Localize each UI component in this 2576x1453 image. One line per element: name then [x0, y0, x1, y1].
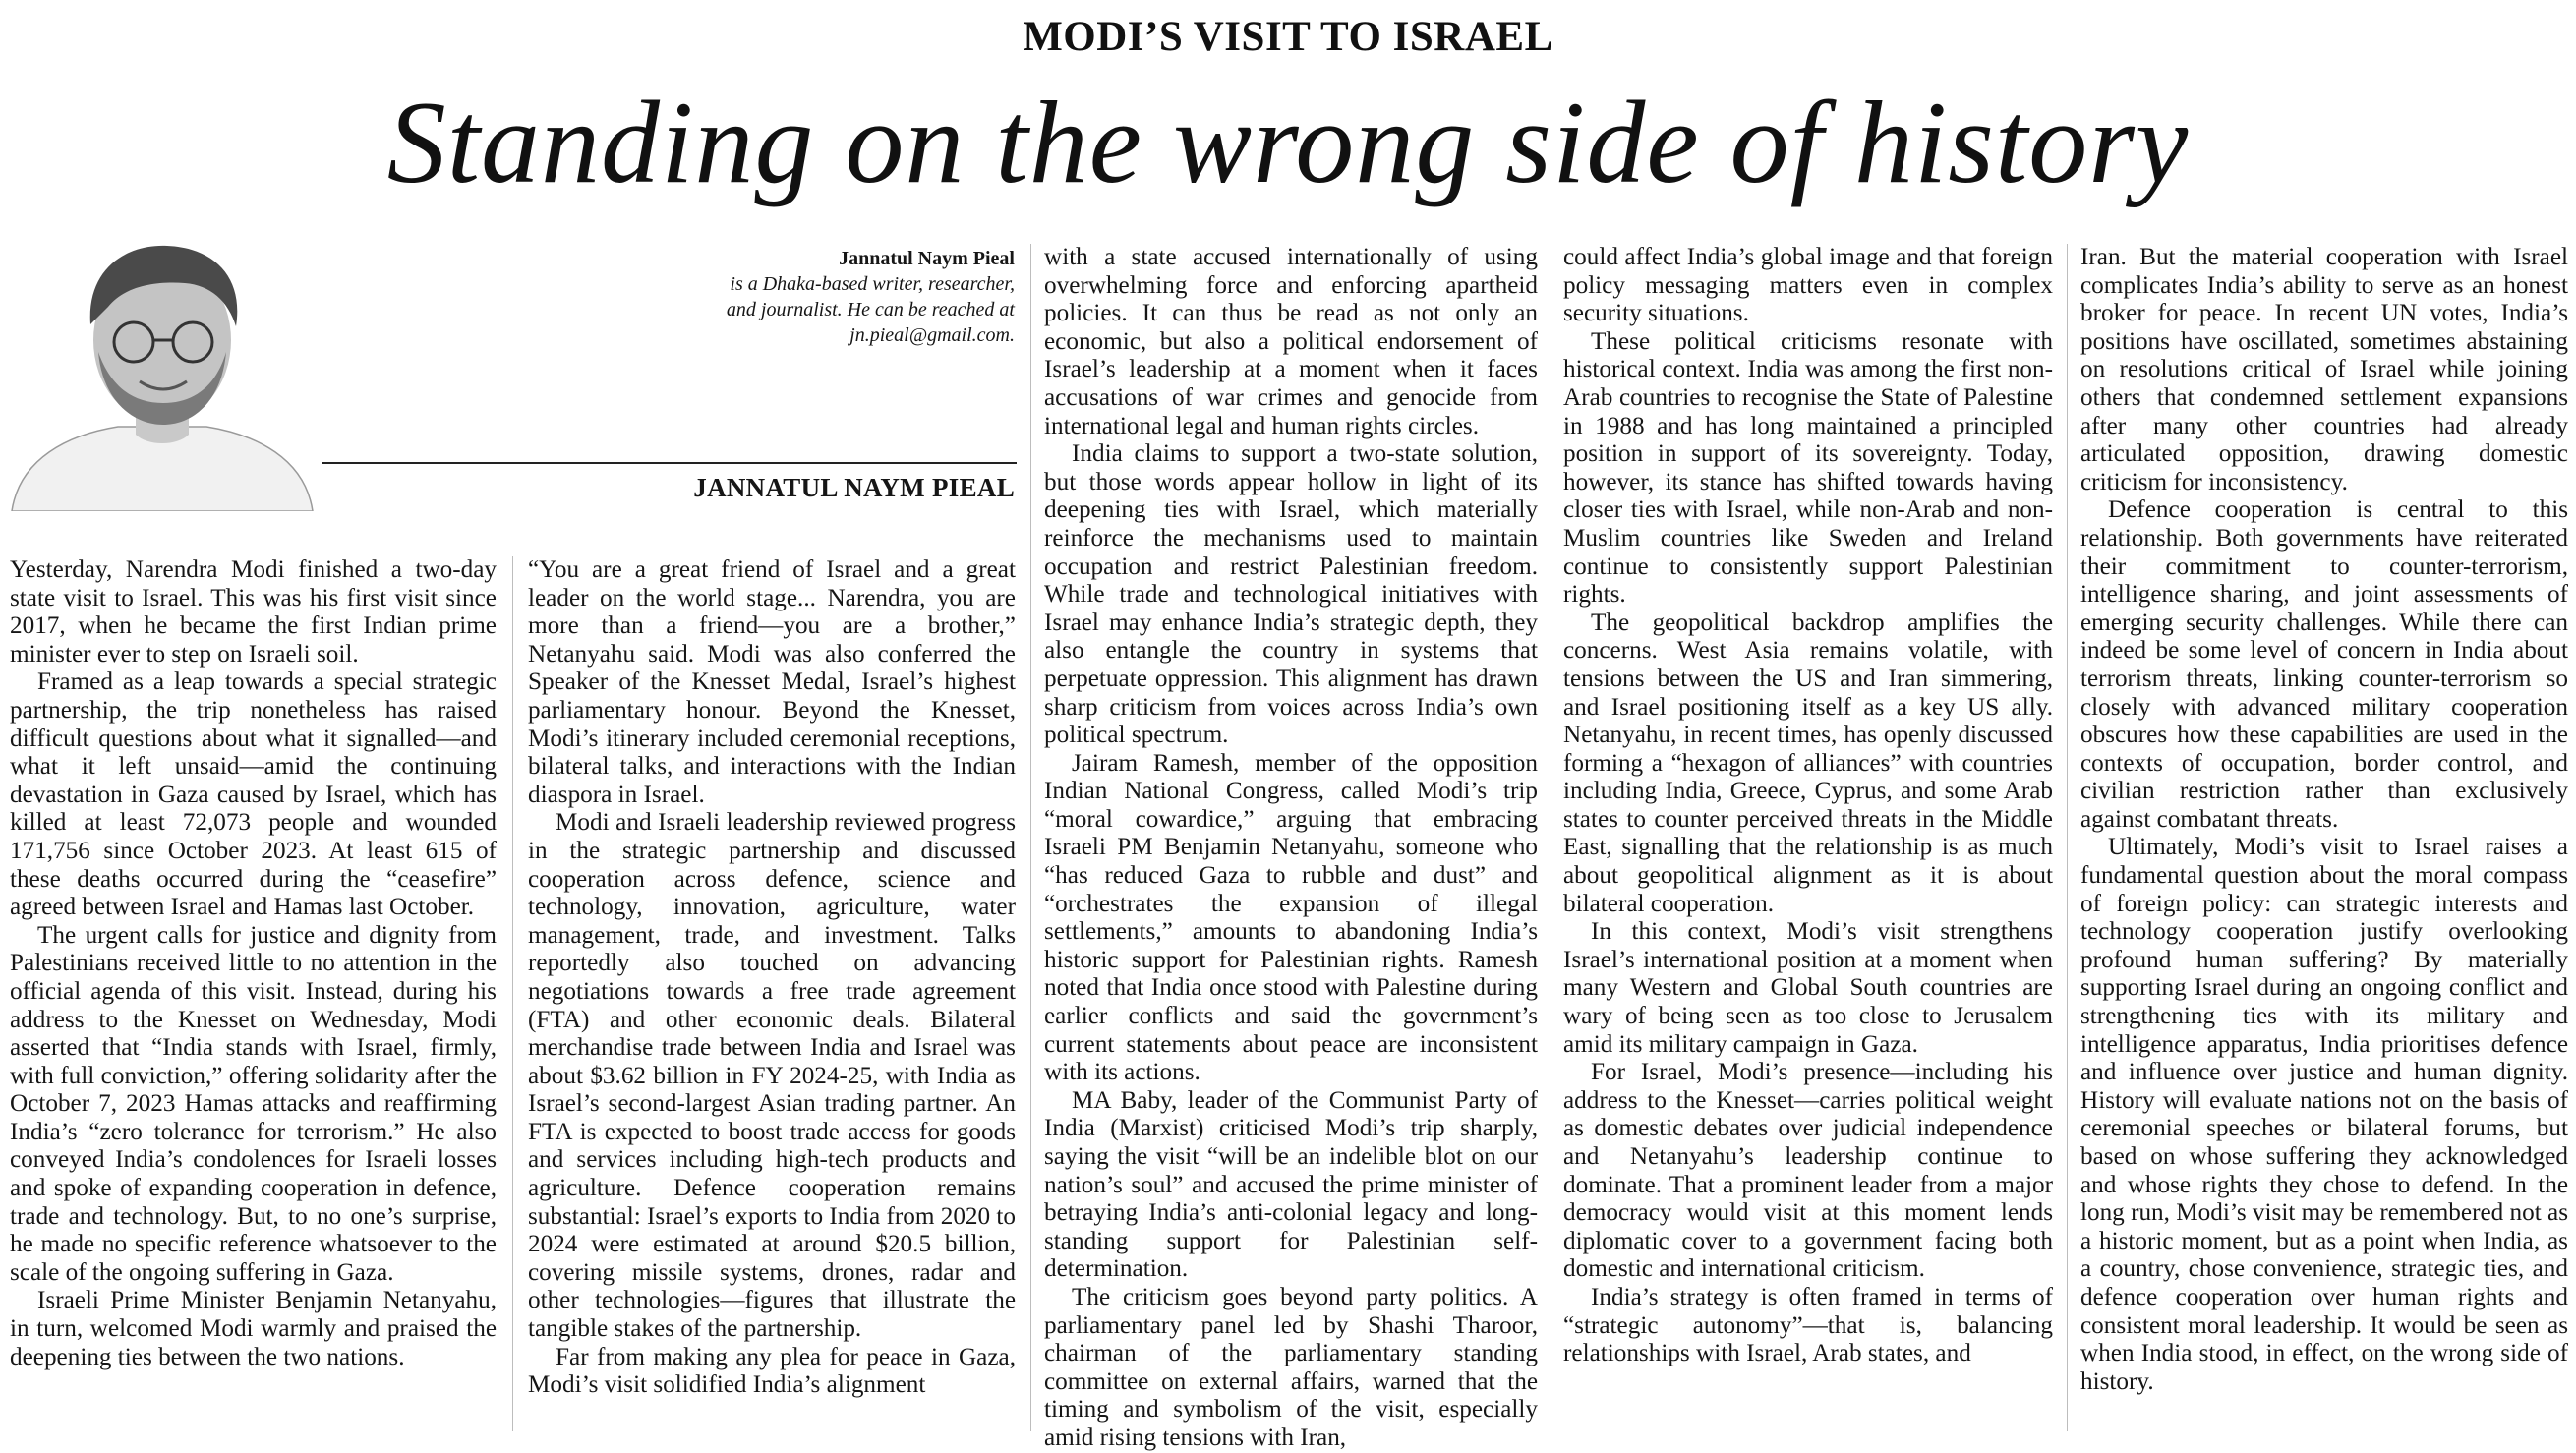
paragraph: Far from making any plea for peace in Gaza, Modi’s visit solidified India’s alignment — [528, 1343, 1016, 1399]
paragraph: “You are a great friend of Israel and a great leader on the world stage... Narendra, you are more than a friend—you are a brother,” Netanyahu said. Modi was also conferred the Speaker of the Knesset Medal, Israel’s highest parliamentary honour. Beyond the Knesset, Modi’s itinerary included ceremonial receptions, bilateral talks, and interactions with the Indian diaspora in Israel. — [528, 556, 1016, 808]
paragraph: Modi and Israeli leadership reviewed progress in the strategic partnership and discussed cooperation across defence, science and technology, innovation, agriculture, water management, trade, and investment. Talks reportedly also touched on advancing negotiations towards a free trade agreement (FTA) and other economic deals. Bilateral merchandise trade between India and Israel was about $3.62 billion in FY 2024-25, with India as Israel’s second-largest Asian trading partner. An FTA is expected to boost trade access for goods and services including high-tech products and agriculture. Defence cooperation remains substantial: Israel’s exports to India from 2020 to 2024 were estimated at around $20.5 billion, covering missile systems, drones, radar and other technologies—figures that illustrate the tangible stakes of the partnership. — [528, 809, 1016, 1343]
byline-rule — [322, 462, 1017, 464]
column-divider — [1030, 244, 1031, 1431]
paragraph: For Israel, Modi’s presence—including his address to the Knesset—carries political weight as domestic debates over judicial independence and Netanyahu’s leadership continue to dominate. That a prominent leader from a major democracy would visit at this moment lends diplomatic cover to a government facing both domestic and international criticism. — [1563, 1059, 2053, 1283]
paragraph: The criticism goes beyond party politics. A parliamentary panel led by Shashi Tharoor, chairman of the parliamentary standing committee on external affairs, warned that the timing and symbolism of the visit, especially amid rising tensions with Iran, — [1044, 1283, 1538, 1451]
article-column-5 — [2080, 244, 2568, 1396]
author-email[interactable]: jn.pieal@gmail.com. — [849, 324, 1015, 346]
paragraph: Iran. But the material cooperation with Israel complicates India’s ability to serve as an honest broker for peace. In recent UN votes, India’s positions have oscillated, sometimes abstaining on resolutions critical of Israel while joining others that condemned settlement expansions after many other countries had already articulated opposition, drawing domestic criticism for inconsistency. — [2080, 244, 2568, 495]
author-bio-line1: is a Dhaka-based writer, researcher, — [730, 273, 1015, 295]
paragraph: The geopolitical backdrop amplifies the concerns. West Asia remains volatile, with tensions between the US and Iran simmering, and Israel positioning itself as a key US ally. Netanyahu, in recent times, has openly discussed forming a “hexagon of alliances” with countries including India, Greece, Cyprus, and some Arab states to counter perceived threats in the Middle East, signalling that the relationship is as much about geopolitical alignment as it is about bilateral cooperation. — [1563, 609, 2053, 917]
article-column-1 — [10, 556, 497, 1371]
headline: Standing on the wrong side of history — [386, 77, 2190, 207]
article-column-3 — [1044, 244, 1538, 1453]
author-credit — [590, 246, 1015, 348]
paragraph: The urgent calls for justice and dignity from Palestinians received little to no attention in the official agenda of this visit. Instead, during his address to the Knesset on Wednesday, Modi asserted that “India stands with Israel, firmly, with full conviction,” offering solidarity after the October 7, 2023 Hamas attacks and reaffirming India’s “zero tolerance for terrorism.” He also conveyed India’s condolences for Israeli losses and spoke of expanding cooperation in defence, trade and technology. But, to no one’s surprise, he made no specific reference whatsoever to the scale of the ongoing suffering in Gaza. — [10, 921, 497, 1286]
kicker: MODI’S VISIT TO ISRAEL — [1023, 14, 1553, 60]
paragraph: Defence cooperation is central to this relationship. Both governments have reiterated their commitment to counter-terrorism, intelligence sharing, and joint assessments of emerging security challenges. While there can indeed be some level of concern in India about terrorism threats, linking counter-terrorism so closely with advanced military cooperation obscures how these capabilities are used in the contexts of occupation, border control, and civilian restriction rather than exclusively against combatant threats. — [2080, 496, 2568, 833]
paragraph: Framed as a leap towards a special strategic partnership, the trip nonetheless has raised difficult questions about what it signalled—and what it left unsaid—amid the continuing devastation in Gaza caused by Israel, which has killed at least 72,073 people and wounded 171,756 since October 2023. At least 615 of these deaths occurred during the “ceasefire” agreed between Israel and Hamas last October. — [10, 668, 497, 921]
paragraph: India claims to support a two-state solution, but those words appear hollow in light of its deepening ties with Israel, which materially reinforce the mechanisms used to maintain occupation and restrict Palestinian freedom. While trade and technological initiatives with Israel may enhance India’s strategic depth, they also entangle the country in systems that perpetuate oppression. This alignment has drawn sharp criticism from voices across India’s own political spectrum. — [1044, 440, 1538, 749]
byline: JANNATUL NAYM PIEAL — [693, 473, 1015, 502]
paragraph: could affect India’s global image and that foreign policy messaging matters even in complex security situations. — [1563, 244, 2053, 327]
column-divider — [2067, 244, 2068, 1431]
column-divider — [512, 556, 513, 1431]
paragraph: Jairam Ramesh, member of the opposition Indian National Congress, called Modi’s trip “moral cowardice,” arguing that embracing Israeli PM Benjamin Netanyahu, someone who “has reduced Gaza to rubble and dust” and “orchestrates the expansion of illegal settlements,” amounts to abandoning India’s historic support for Palestinian rights. Ramesh noted that India once stood with Palestine during earlier conflicts and said the government’s current statements about peace are inconsistent with its actions. — [1044, 749, 1538, 1086]
paragraph: Israeli Prime Minister Benjamin Netanyahu, in turn, welcomed Modi warmly and praised the deepening ties between the two nations. — [10, 1287, 497, 1370]
author-portrait — [10, 224, 315, 511]
article-column-2 — [528, 556, 1016, 1400]
article-column-4 — [1563, 244, 2053, 1368]
paragraph: Ultimately, Modi’s visit to Israel raises a fundamental question about the moral compass of foreign policy: can strategic interests and technology cooperation justify overlooking profound human suffering? By materially supporting Israel during an ongoing conflict and strengthening ties with its military and intelligence apparatus, India prioritises defence and influence over justice and human dignity. History will evaluate nations not on the basis of ceremonial speeches or bilateral forums, but based on whose suffering they acknowledged and whose rights they chose to defend. In the long run, Modi’s visit may be remembered not as a historic moment, but as a point when India, as a country, chose convenience, strategic ties, and defence cooperation over human rights and consistent moral leadership. It would be seen as when India stood, in effect, on the wrong side of history. — [2080, 834, 2568, 1395]
paragraph: India’s strategy is often framed in terms of “strategic autonomy”—that is, balancing relationships with Israel, Arab states, and — [1563, 1283, 2053, 1367]
paragraph: with a state accused internationally of using overwhelming force and enforcing apartheid policies. It can thus be read as not only an economic, but also a political endorsement of Israel’s leadership at a moment when it faces accusations of war crimes and genocide from international legal and human rights circles. — [1044, 244, 1538, 439]
paragraph: MA Baby, leader of the Communist Party of India (Marxist) criticised Modi’s trip sharply, saying the visit “will be an indelible blot on our nation’s soul” and accused the prime minister of betraying India’s anti-colonial legacy and long-standing support for Palestinian self-determination. — [1044, 1086, 1538, 1283]
author-bio-line2: and journalist. He can be reached at — [726, 299, 1015, 320]
paragraph: In this context, Modi’s visit strengthens Israel’s international position at a moment when many Western and Global South countries are wary of being seen as too close to Jerusalem amid its military campaign in Gaza. — [1563, 918, 2053, 1058]
author-name: Jannatul Naym Pieal — [839, 248, 1015, 269]
paragraph: These political criticisms resonate with historical context. India was among the first non-Arab countries to recognise the State of Palestine in 1988 and has long maintained a principled position in support of its sovereignty. Today, however, its stance has shifted towards having closer ties with Israel, while non-Arab and non-Muslim countries like Sweden and Ireland continue to consistently support Palestinian rights. — [1563, 327, 2053, 609]
paragraph: Yesterday, Narendra Modi finished a two-day state visit to Israel. This was his first visit since 2017, when he became the first Indian prime minister ever to step on Israeli soil. — [10, 556, 497, 668]
